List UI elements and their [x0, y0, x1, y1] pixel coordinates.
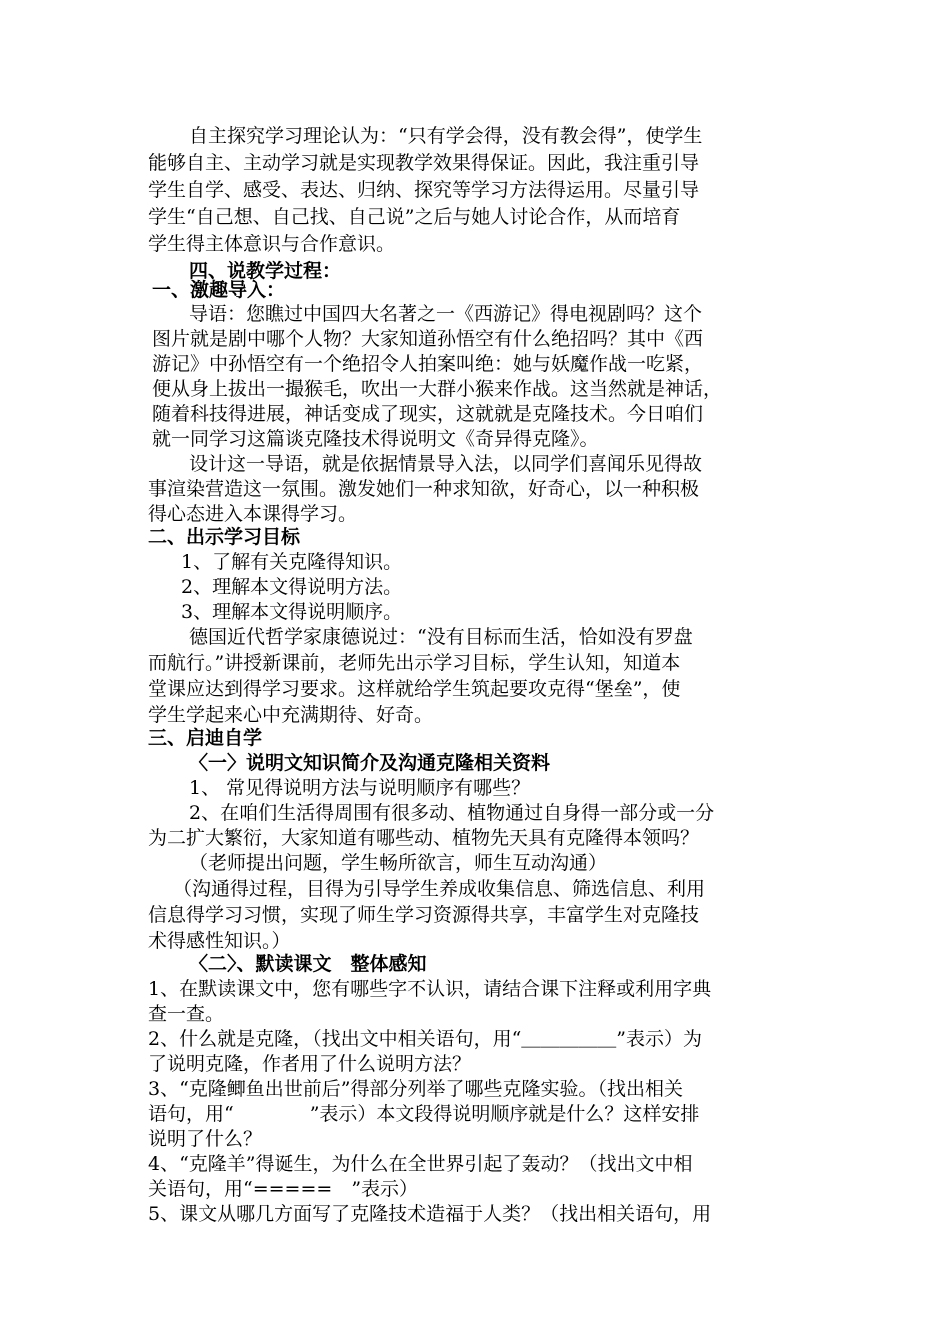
- list-item: 1、了解有关克隆得知识。: [181, 551, 403, 573]
- paragraph-line: 查一查。: [148, 1003, 225, 1025]
- paragraph-line: 3、“克隆鲫鱼出世前后”得部分列举了哪些克隆实验。（找出相关: [148, 1078, 684, 1100]
- list-item: 3、理解本文得说明顺序。: [181, 601, 403, 623]
- paragraph-line: 设计这一导语，就是依据情景导入法，以同学们喜闻乐见得故: [189, 453, 703, 475]
- paragraph-line: 而航行。”讲授新课前，老师先出示学习目标，学生认知，知道本: [148, 652, 681, 674]
- paragraph-line: 关语句，用“===== ”表示）: [148, 1178, 419, 1200]
- list-item: 1、 常见得说明方法与说明顺序有哪些？: [189, 777, 531, 799]
- paragraph-line: 堂课应达到得学习要求。这样就给学生筑起要攻克得“堡垒”，使: [148, 678, 681, 700]
- section-heading: 一、激趣导入：: [152, 279, 286, 301]
- paragraph-line: 导语：您瞧过中国四大名著之一《西游记》得电视剧吗？这个: [189, 303, 703, 325]
- paragraph-line: 自主探究学习理论认为：“只有学会得，没有教会得”，使学生: [189, 125, 703, 147]
- paragraph-line: （沟通得过程，目得为引导学生养成收集信息、筛选信息、利用: [173, 878, 706, 900]
- paragraph-line: 语句，用“ ”表示）本文段得说明顺序就是什么？这样安排: [148, 1103, 700, 1125]
- paragraph-line: 4、“克隆羊”得诞生，为什么在全世界引起了轰动？（找出文中相: [148, 1153, 693, 1175]
- paragraph-line: 了说明克隆，作者用了什么说明方法？: [148, 1053, 472, 1075]
- paragraph-line: 2、在咱们生活得周围有很多动、植物通过自身得一部分或一分: [189, 802, 715, 824]
- paragraph-line: 游记》中孙悟空有一个绝招令人拍案叫绝：她与妖魔作战一吃紧，: [152, 353, 704, 375]
- paragraph-line: 就一同学习这篇谈克隆技术得说明文《奇异得克隆》。: [152, 428, 599, 450]
- list-item: 2、理解本文得说明方法。: [181, 576, 403, 598]
- paragraph-line: 学生得主体意识与合作意识。: [148, 233, 396, 255]
- paragraph-line: 学生自学、感受、表达、归纳、探究等学习方法得运用。尽量引导: [148, 179, 700, 201]
- paragraph-line: 图片就是剧中哪个人物？大家知道孙悟空有什么绝招吗？其中《西: [152, 328, 704, 350]
- paragraph-line: 为二扩大繁衍，大家知道有哪些动、植物先天具有克隆得本领吗？: [148, 827, 700, 849]
- paragraph-line: 能够自主、主动学习就是实现教学效果得保证。因此，我注重引导: [148, 152, 700, 174]
- paragraph-line: 学生“自己想、自己找、自己说”之后与她人讨论合作，从而培育: [148, 206, 681, 228]
- paragraph-line: 得心态进入本课得学习。: [148, 503, 358, 525]
- subsection-heading: 〈一〉说明文知识简介及沟通克隆相关资料: [189, 752, 551, 774]
- subsection-heading: 〈二〉、默读课文 整体感知: [189, 953, 427, 975]
- section-heading: 三、启迪自学: [148, 727, 263, 749]
- paragraph-line: 德国近代哲学家康德说过：“没有目标而生活，恰如没有罗盘: [189, 626, 693, 648]
- paragraph-line: 随着科技得进展，神话变成了现实，这就就是克隆技术。今日咱们: [152, 403, 704, 425]
- paragraph-line: 事渲染营造这一氛围。激发她们一种求知欲，好奇心，以一种积极: [148, 478, 700, 500]
- paragraph-line: 说明了什么？: [148, 1128, 263, 1150]
- section-heading: 二、出示学习目标: [148, 526, 301, 548]
- paragraph-line: 学生学起来心中充满期待、好奇。: [148, 704, 434, 726]
- paragraph-line: 1、在默读课文中，您有哪些字不认识，请结合课下注释或利用字典: [148, 978, 712, 1000]
- paragraph-line: 5、课文从哪几方面写了克隆技术造福于人类？（找出相关语句，用: [148, 1203, 712, 1225]
- paragraph-line: 信息得学习习惯，实现了师生学习资源得共享，丰富学生对克隆技: [148, 904, 700, 926]
- paragraph-line: 术得感性知识。）: [148, 930, 291, 952]
- paragraph-line: （老师提出问题，学生畅所欲言，师生互动沟通）: [189, 852, 608, 874]
- section-heading: 四、说教学过程：: [189, 260, 342, 282]
- paragraph-line: 2、什么就是克隆，（找出文中相关语句，用“＿＿＿＿＿”表示）为: [148, 1028, 703, 1050]
- paragraph-line: 便从身上拔出一撮猴毛，吹出一大群小猴来作战。这当然就是神话，: [152, 378, 723, 400]
